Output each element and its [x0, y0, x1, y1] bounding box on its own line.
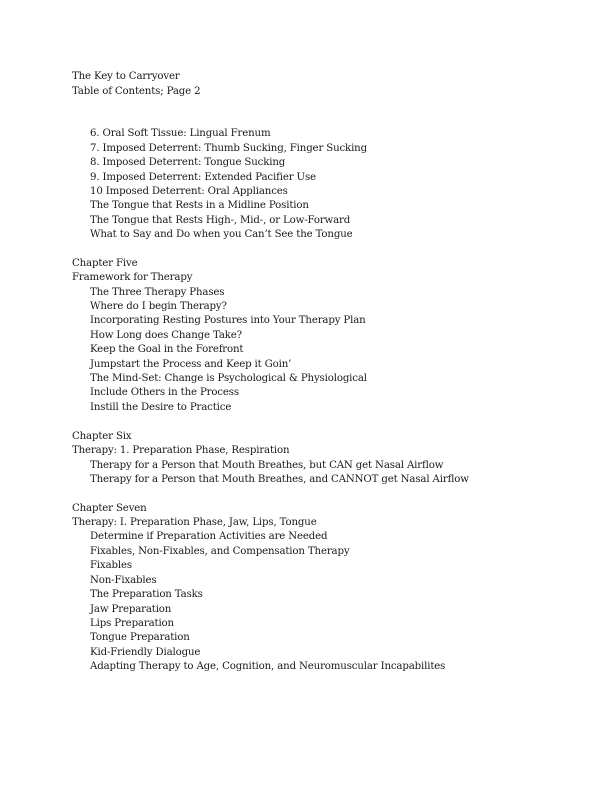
- toc-entry: 9. Imposed Deterrent: Extended Pacifier Use: [90, 172, 316, 183]
- chapter-label: Chapter Seven: [72, 503, 147, 514]
- toc-entry: 7. Imposed Deterrent: Thumb Sucking, Finger Sucking: [90, 143, 367, 154]
- toc-page-label: Table of Contents; Page 2: [72, 86, 201, 97]
- toc-entry: Fixables: [90, 560, 132, 571]
- toc-entry: The Tongue that Rests High-, Mid-, or Low-Forward: [90, 215, 351, 226]
- toc-entry: Therapy for a Person that Mouth Breathes, but CAN get Nasal Airflow: [90, 460, 444, 471]
- toc-entry: Adapting Therapy to Age, Cognition, and Neuromuscular Incapabilites: [90, 661, 446, 672]
- toc-entry: Determine if Preparation Activities are Needed: [90, 531, 328, 542]
- toc-entry: Fixables, Non-Fixables, and Compensation Therapy: [90, 546, 350, 557]
- toc-entry: 10 Imposed Deterrent: Oral Appliances: [90, 186, 288, 197]
- toc-entry: Kid-Friendly Dialogue: [90, 647, 201, 658]
- toc-entry: Tongue Preparation: [90, 632, 190, 643]
- toc-entry: 8. Imposed Deterrent: Tongue Sucking: [90, 157, 286, 168]
- toc-entry: How Long does Change Take?: [90, 330, 242, 341]
- toc-entry: Lips Preparation: [90, 618, 174, 629]
- toc-entry: Include Others in the Process: [90, 387, 239, 398]
- toc-entry: The Mind-Set: Change is Psychological & Physiological: [90, 373, 367, 384]
- toc-entry: Therapy for a Person that Mouth Breathes, and CANNOT get Nasal Airflow: [90, 474, 469, 485]
- toc-entry: The Preparation Tasks: [90, 589, 203, 600]
- toc-entry: Jumpstart the Process and Keep it Goin’: [90, 359, 292, 370]
- chapter-label: Chapter Six: [72, 431, 132, 442]
- chapter-label: Chapter Five: [72, 258, 138, 269]
- toc-entry: Where do I begin Therapy?: [90, 301, 227, 312]
- chapter-title: Therapy: 1. Preparation Phase, Respiration: [72, 445, 290, 456]
- toc-entry: Keep the Goal in the Forefront: [90, 344, 244, 355]
- toc-entry: What to Say and Do when you Can’t See the Tongue: [90, 229, 353, 240]
- toc-entry: The Three Therapy Phases: [90, 287, 225, 298]
- chapter-title: Therapy: I. Preparation Phase, Jaw, Lips, Tongue: [72, 517, 317, 528]
- toc-entry: Incorporating Resting Postures into Your Therapy Plan: [90, 315, 366, 326]
- toc-entry: The Tongue that Rests in a Midline Position: [90, 200, 309, 211]
- book-title: The Key to Carryover: [72, 71, 180, 82]
- toc-entry: Jaw Preparation: [90, 604, 172, 615]
- toc-entry: Instill the Desire to Practice: [90, 402, 232, 413]
- toc-entry: Non-Fixables: [90, 575, 157, 586]
- toc-entry: 6. Oral Soft Tissue: Lingual Frenum: [90, 128, 271, 139]
- chapter-title: Framework for Therapy: [72, 272, 193, 283]
